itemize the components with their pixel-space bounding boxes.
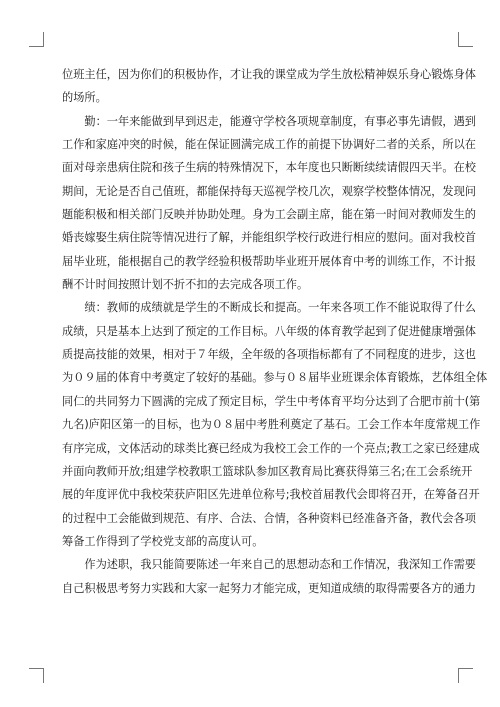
crop-mark-bottom-left	[29, 668, 44, 683]
document-body	[62, 63, 488, 600]
text-line: 并面向教师开放;组建学校教职工篮球队参加区教育局比赛获得第三名;在工会系统开	[62, 464, 473, 478]
text-line: 有序完成，文体活动的球类比赛已经成为我校工会工作的一个亮点;教工之家已经建成	[62, 441, 480, 455]
text-line: 期间，无论是否自己值班，都能保持每天巡视学校几次，观察学校整体情况，发现问	[62, 184, 476, 198]
text-line: 九名)庐阳区第一的目标，也为０８届中考胜利奠定了基石。工会工作本年度常规工作	[62, 418, 481, 432]
text-line: 展的年度评优中我校荣获庐阳区先进单位称号;我校首届教代会即将召开，在筹备召开	[62, 488, 480, 502]
text-line: 成绩，只是基本上达到了预定的工作目标。八年级的体育教学起到了促进健康增强体	[62, 324, 476, 338]
text-line: 届毕业班，能根据自己的教学经验积极帮助毕业班开展体育中考的训练工作，不计报	[62, 254, 476, 268]
crop-mark-bottom-right	[458, 668, 473, 683]
text-line: 绩：教师的成绩就是学生的不断成长和提高。一年来各项工作不能说取得了什么	[62, 301, 476, 315]
text-line: 位班主任，因为你们的积极协作，才让我的课堂成为学生放松精神娱乐身心锻炼身体	[62, 68, 476, 81]
crop-mark-top-right	[458, 32, 473, 47]
text-line: 质提高技能的效果，相对于７年级，全年级的各项指标都有了不同程度的进步，这也	[62, 348, 476, 362]
text-line: 同仁的共同努力下圆满的完成了预定目标，学生中考体育平均分达到了合肥市前十(第	[62, 394, 481, 408]
text-line: 作为述职，我只能简要陈述一年来自己的思想动态和工作情况，我深知工作需要	[62, 558, 476, 572]
text-line: 为０９届的体育中考奠定了较好的基础。参与０８届毕业班课余体育锻炼，艺体组全体	[62, 371, 488, 385]
text-line: 的场所。	[62, 91, 107, 105]
text-line: 工作和家庭冲突的时候，能在保证圆满完成工作的前提下协调好二者的关系，所以在	[62, 138, 476, 152]
text-line: 筹备工作得到了学校党支部的高度认可。	[62, 534, 264, 548]
text-line: 勤：一年来能做到早到迟走，能遵守学校各项规章制度，有事必事先请假，遇到	[62, 114, 476, 128]
text-line: 婚丧嫁娶生病住院等情况进行了解，并能组织学校行政进行相应的慰问。面对我校首	[62, 231, 476, 245]
text-line: 自己积极思考努力实践和大家一起努力才能完成，更知道成绩的取得需要各方的通力	[62, 581, 476, 595]
text-line: 面对母亲患病住院和孩子生病的特殊情况下，本年度也只断断续续请假四天半。在校	[62, 161, 476, 175]
text-line: 题能积极和相关部门反映并协助处理。身为工会副主席，能在第一时间对教师发生的	[62, 208, 476, 222]
text-line: 的过程中工会能做到规范、有序、合法、合情，各种资料已经准备齐备，教代会各项	[62, 511, 476, 525]
text-line: 酬不计时间按照计划不折不扣的去完成各项工作。	[62, 278, 309, 292]
crop-mark-top-left	[29, 32, 44, 47]
